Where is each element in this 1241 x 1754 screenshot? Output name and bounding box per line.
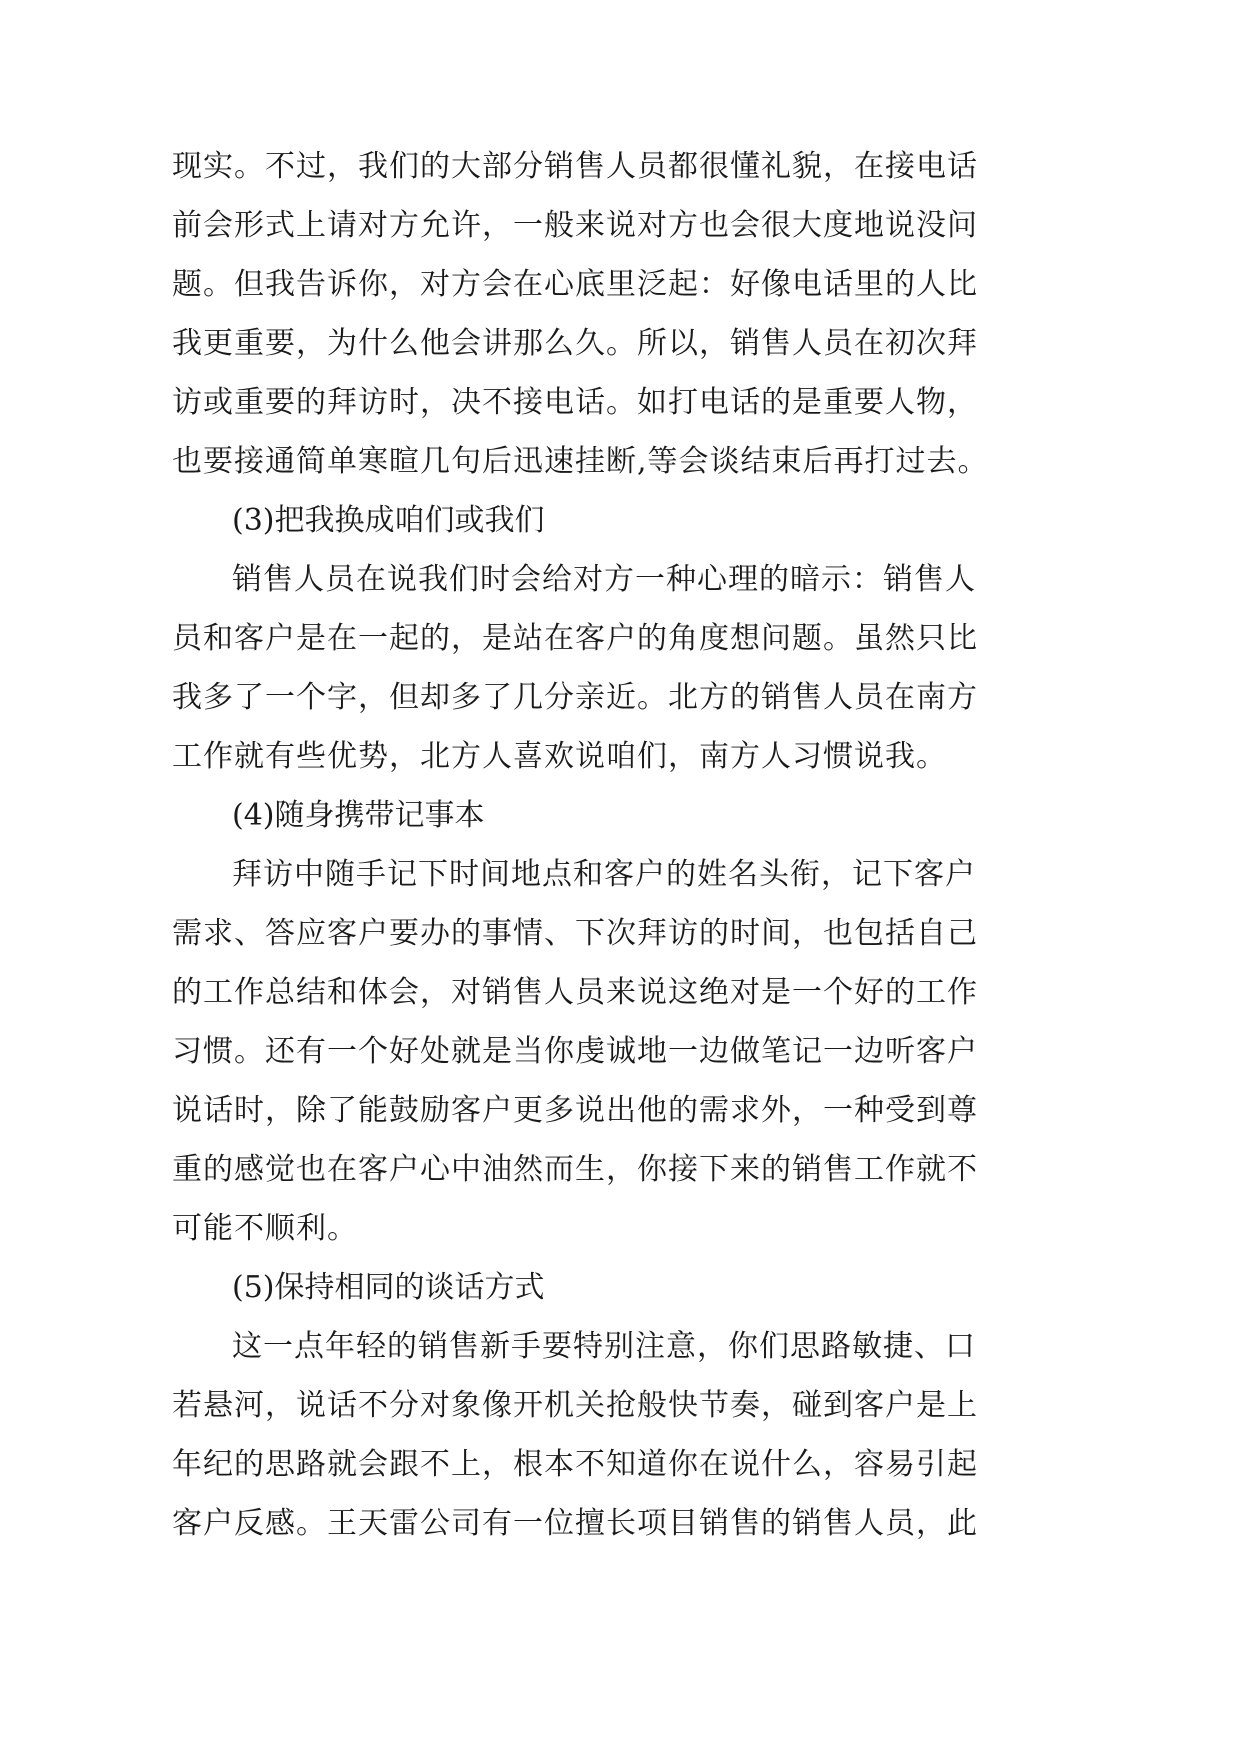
section-heading: (3)把我换成咱们或我们 (232, 503, 545, 538)
section-heading: (4)随身携带记事本 (232, 798, 485, 833)
text-line: 也要接通简单寒暄几句后迅速挂断,等会谈结束后再打过去。 (172, 444, 989, 479)
text-line: 习惯。还有一个好处就是当你虔诚地一边做笔记一边听客户 (172, 1034, 978, 1069)
paragraph-first-line: 这一点年轻的销售新手要特别注意，你们思路敏捷、口 (232, 1329, 976, 1364)
text-line: 题。但我告诉你，对方会在心底里泛起：好像电话里的人比 (172, 267, 978, 302)
text-line: 的工作总结和体会，对销售人员来说这绝对是一个好的工作 (172, 975, 978, 1010)
text-line: 访或重要的拜访时，决不接电话。如打电话的是重要人物， (172, 385, 978, 420)
text-line: 前会形式上请对方允许，一般来说对方也会很大度地说没问 (172, 208, 978, 243)
text-line: 我更重要，为什么他会讲那么久。所以，销售人员在初次拜 (172, 326, 978, 361)
section-heading: (5)保持相同的谈话方式 (232, 1270, 545, 1305)
document-body (172, 137, 989, 1553)
text-line: 员和客户是在一起的，是站在客户的角度想问题。虽然只比 (172, 621, 978, 656)
text-line: 若悬河，说话不分对象像开机关抢般快节奏，碰到客户是上 (172, 1388, 978, 1423)
paragraph-last-line: 工作就有些优势，北方人喜欢说咱们，南方人习惯说我。 (172, 739, 947, 774)
text-line: 现实。不过，我们的大部分销售人员都很懂礼貌，在接电话 (172, 149, 978, 184)
text-line: 客户反感。王天雷公司有一位擅长项目销售的销售人员，此 (172, 1506, 978, 1541)
text-line: 我多了一个字，但却多了几分亲近。北方的销售人员在南方 (172, 680, 978, 715)
paragraph-first-line: 销售人员在说我们时会给对方一种心理的暗示：销售人 (232, 562, 976, 597)
paragraph-last-line: 可能不顺利。 (172, 1211, 358, 1246)
text-line: 年纪的思路就会跟不上，根本不知道你在说什么，容易引起 (172, 1447, 978, 1482)
text-line: 重的感觉也在客户心中油然而生，你接下来的销售工作就不 (172, 1152, 978, 1187)
paragraph-first-line: 拜访中随手记下时间地点和客户的姓名头衔，记下客户 (232, 857, 976, 892)
text-line: 说话时，除了能鼓励客户更多说出他的需求外，一种受到尊 (172, 1093, 978, 1128)
text-line: 需求、答应客户要办的事情、下次拜访的时间，也包括自己 (172, 916, 978, 951)
